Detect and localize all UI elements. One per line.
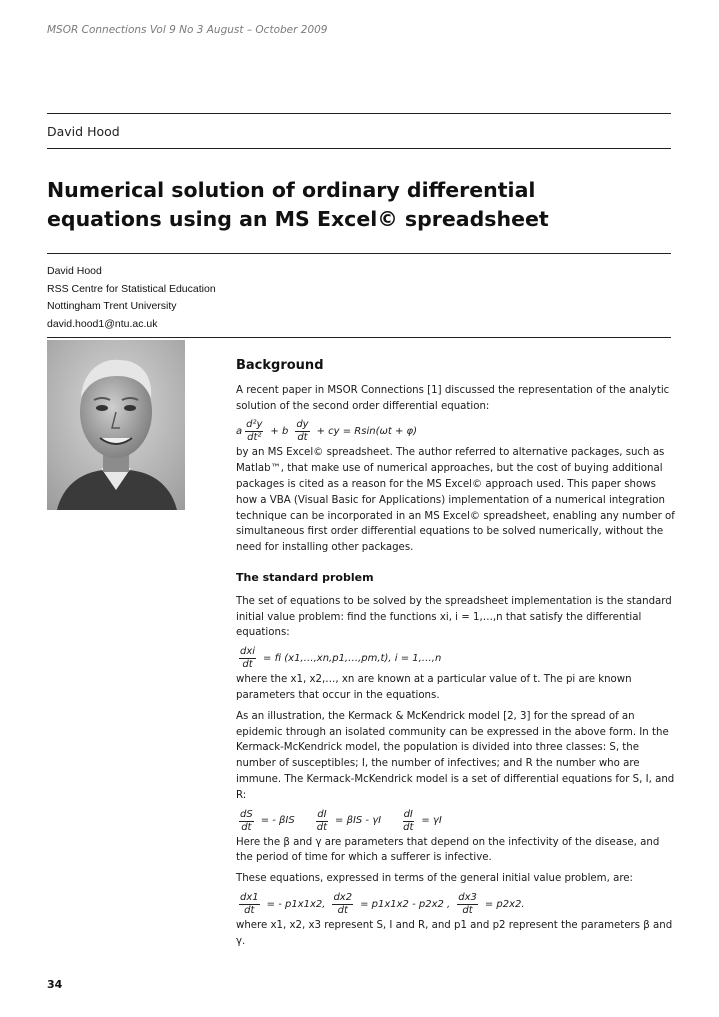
affiliation-rule: [47, 337, 671, 338]
eq3-1-denominator: dt: [241, 821, 252, 833]
eq3-3-numerator: dI: [403, 808, 413, 820]
eq3-2-rest: = βIS - γI: [335, 815, 382, 827]
eq3-3-rest: = γI: [421, 815, 442, 827]
eq4-1-denominator: dt: [244, 904, 255, 916]
eq1-fraction-1: [245, 419, 263, 444]
eq1-frac2-denominator: dt: [297, 432, 308, 444]
equation-kermack-mckendrick: [236, 809, 676, 834]
equation-general-form: [236, 892, 676, 917]
article-title: [47, 176, 647, 234]
author-name: David Hood: [47, 265, 102, 277]
eq3-1-numerator: dS: [240, 808, 253, 820]
standard-paragraph-5: These equations, expressed in terms of the general initial value problem, are:: [236, 873, 633, 885]
eq3-1-rest: = - βIS: [260, 815, 295, 827]
standard-paragraph-4: Here the β and γ are parameters that depend on the infectivity of the disease, and the period of time for which a sufferer is infective.: [236, 836, 660, 864]
eq2-denominator: dt: [242, 659, 253, 671]
background-paragraph-2: by an MS Excel© spreadsheet. The author referred to alternative packages, such as Matlab™, that make use of numerical approaches, but the cost of buying additional packages is cited as a reason for the MS Excel© approach used. This paper shows how a VBA (Visual Basic for Applications) implementation of a numerical integration technique can be incorporated in an MS Excel© spreadsheet, enabling any number of simultaneous first order differential equations to be solved numerically, without the need for installing other packages.: [236, 447, 675, 554]
eq4-fraction-1: [239, 892, 260, 917]
eq4-fraction-2: [332, 892, 353, 917]
title-line-2: equations using an MS Excel© spreadsheet: [47, 207, 549, 231]
eq1-rest: + cy = Rsin(ωt + φ): [316, 425, 418, 437]
equation-initial-value-problem: [236, 646, 676, 671]
eq1-fraction-2: [295, 419, 309, 444]
eq2-rest: = fi (x1,…,xn,p1,…,pm,t), i = 1,…,n: [263, 652, 442, 664]
eq3-3-denominator: dt: [403, 821, 414, 833]
eq4-3-numerator: dx3: [458, 891, 477, 903]
author-portrait-icon: [47, 340, 185, 510]
eq4-1-rest: = - p1x1x2,: [266, 898, 326, 910]
eq3-2-denominator: dt: [316, 821, 328, 833]
page-number: 34: [47, 978, 63, 991]
eq4-3-denominator: dt: [462, 904, 473, 916]
eq4-fraction-3: [457, 892, 478, 917]
eq1-frac1-numerator: d²y: [246, 419, 263, 431]
eq1-frac2-numerator: dy: [296, 419, 309, 431]
standard-paragraph-6: where x1, x2, x3 represent S, I and R, and p1 and p2 represent the parameters β and γ.: [236, 919, 673, 947]
top-rule: [47, 113, 671, 114]
eq1-frac1-denominator: dt²: [247, 432, 262, 444]
eq2-fraction: [239, 646, 256, 671]
standard-paragraph-1: The set of equations to be solved by the spreadsheet implementation is the standard initial value problem: find the functions xi, i = 1,…,n that satisfy the differential equations:: [236, 595, 672, 639]
eq4-2-numerator: dx2: [333, 891, 353, 903]
section-heading-standard-problem: The standard problem: [236, 570, 374, 584]
eq4-3-rest: = p2x2.: [484, 898, 525, 910]
eq2-numerator: dxi: [240, 646, 256, 658]
section-heading-background: Background: [236, 358, 324, 373]
standard-paragraph-3: As an illustration, the Kermack & McKendrick model [2, 3] for the spread of an epidemic through an isolated community can be expressed in the above form. In the Kermack-McKendrick model, the population is divided into three classes: S, the number of susceptibles; I, the number of infectives; and R the number who are immune. The Kermack-McKendrick model is a set of differential equations for S, I, and R:: [236, 710, 675, 801]
standard-paragraph-2: where the x1, x2,…, xn are known at a particular value of t. The pi are known parameters that occur in the equations.: [236, 674, 632, 701]
eq3-2-numerator: dI: [317, 808, 327, 820]
eq1-plus-b: + b: [270, 425, 289, 437]
author-email[interactable]: david.hood1@ntu.ac.uk: [47, 317, 158, 330]
author-rule: [47, 148, 671, 149]
background-paragraph-1: A recent paper in MSOR Connections [1] discussed the representation of the analytic solution of the second order differential equation:: [236, 384, 670, 412]
eq4-1-numerator: dx1: [240, 891, 259, 903]
author-dept: RSS Centre for Statistical Education: [47, 282, 216, 295]
equation-second-order-ode: [236, 419, 676, 444]
author-university: Nottingham Trent University: [47, 300, 177, 312]
article-body: [236, 358, 676, 955]
eq1-coef-a: a: [236, 425, 243, 437]
running-author: David Hood: [47, 124, 120, 139]
eq3-fraction-2: [316, 809, 328, 834]
author-photo: [47, 340, 185, 510]
eq3-fraction-1: [239, 809, 254, 834]
eq4-2-rest: = p1x1x2 - p2x2 ,: [360, 898, 451, 910]
journal-header: MSOR Connections Vol 9 No 3 August – October 2009: [47, 24, 328, 36]
eq4-2-denominator: dt: [337, 904, 348, 916]
title-line-1: Numerical solution of ordinary differential: [47, 178, 536, 202]
title-rule: [47, 253, 671, 254]
eq3-fraction-3: [402, 809, 414, 834]
author-affiliation: [47, 263, 216, 333]
